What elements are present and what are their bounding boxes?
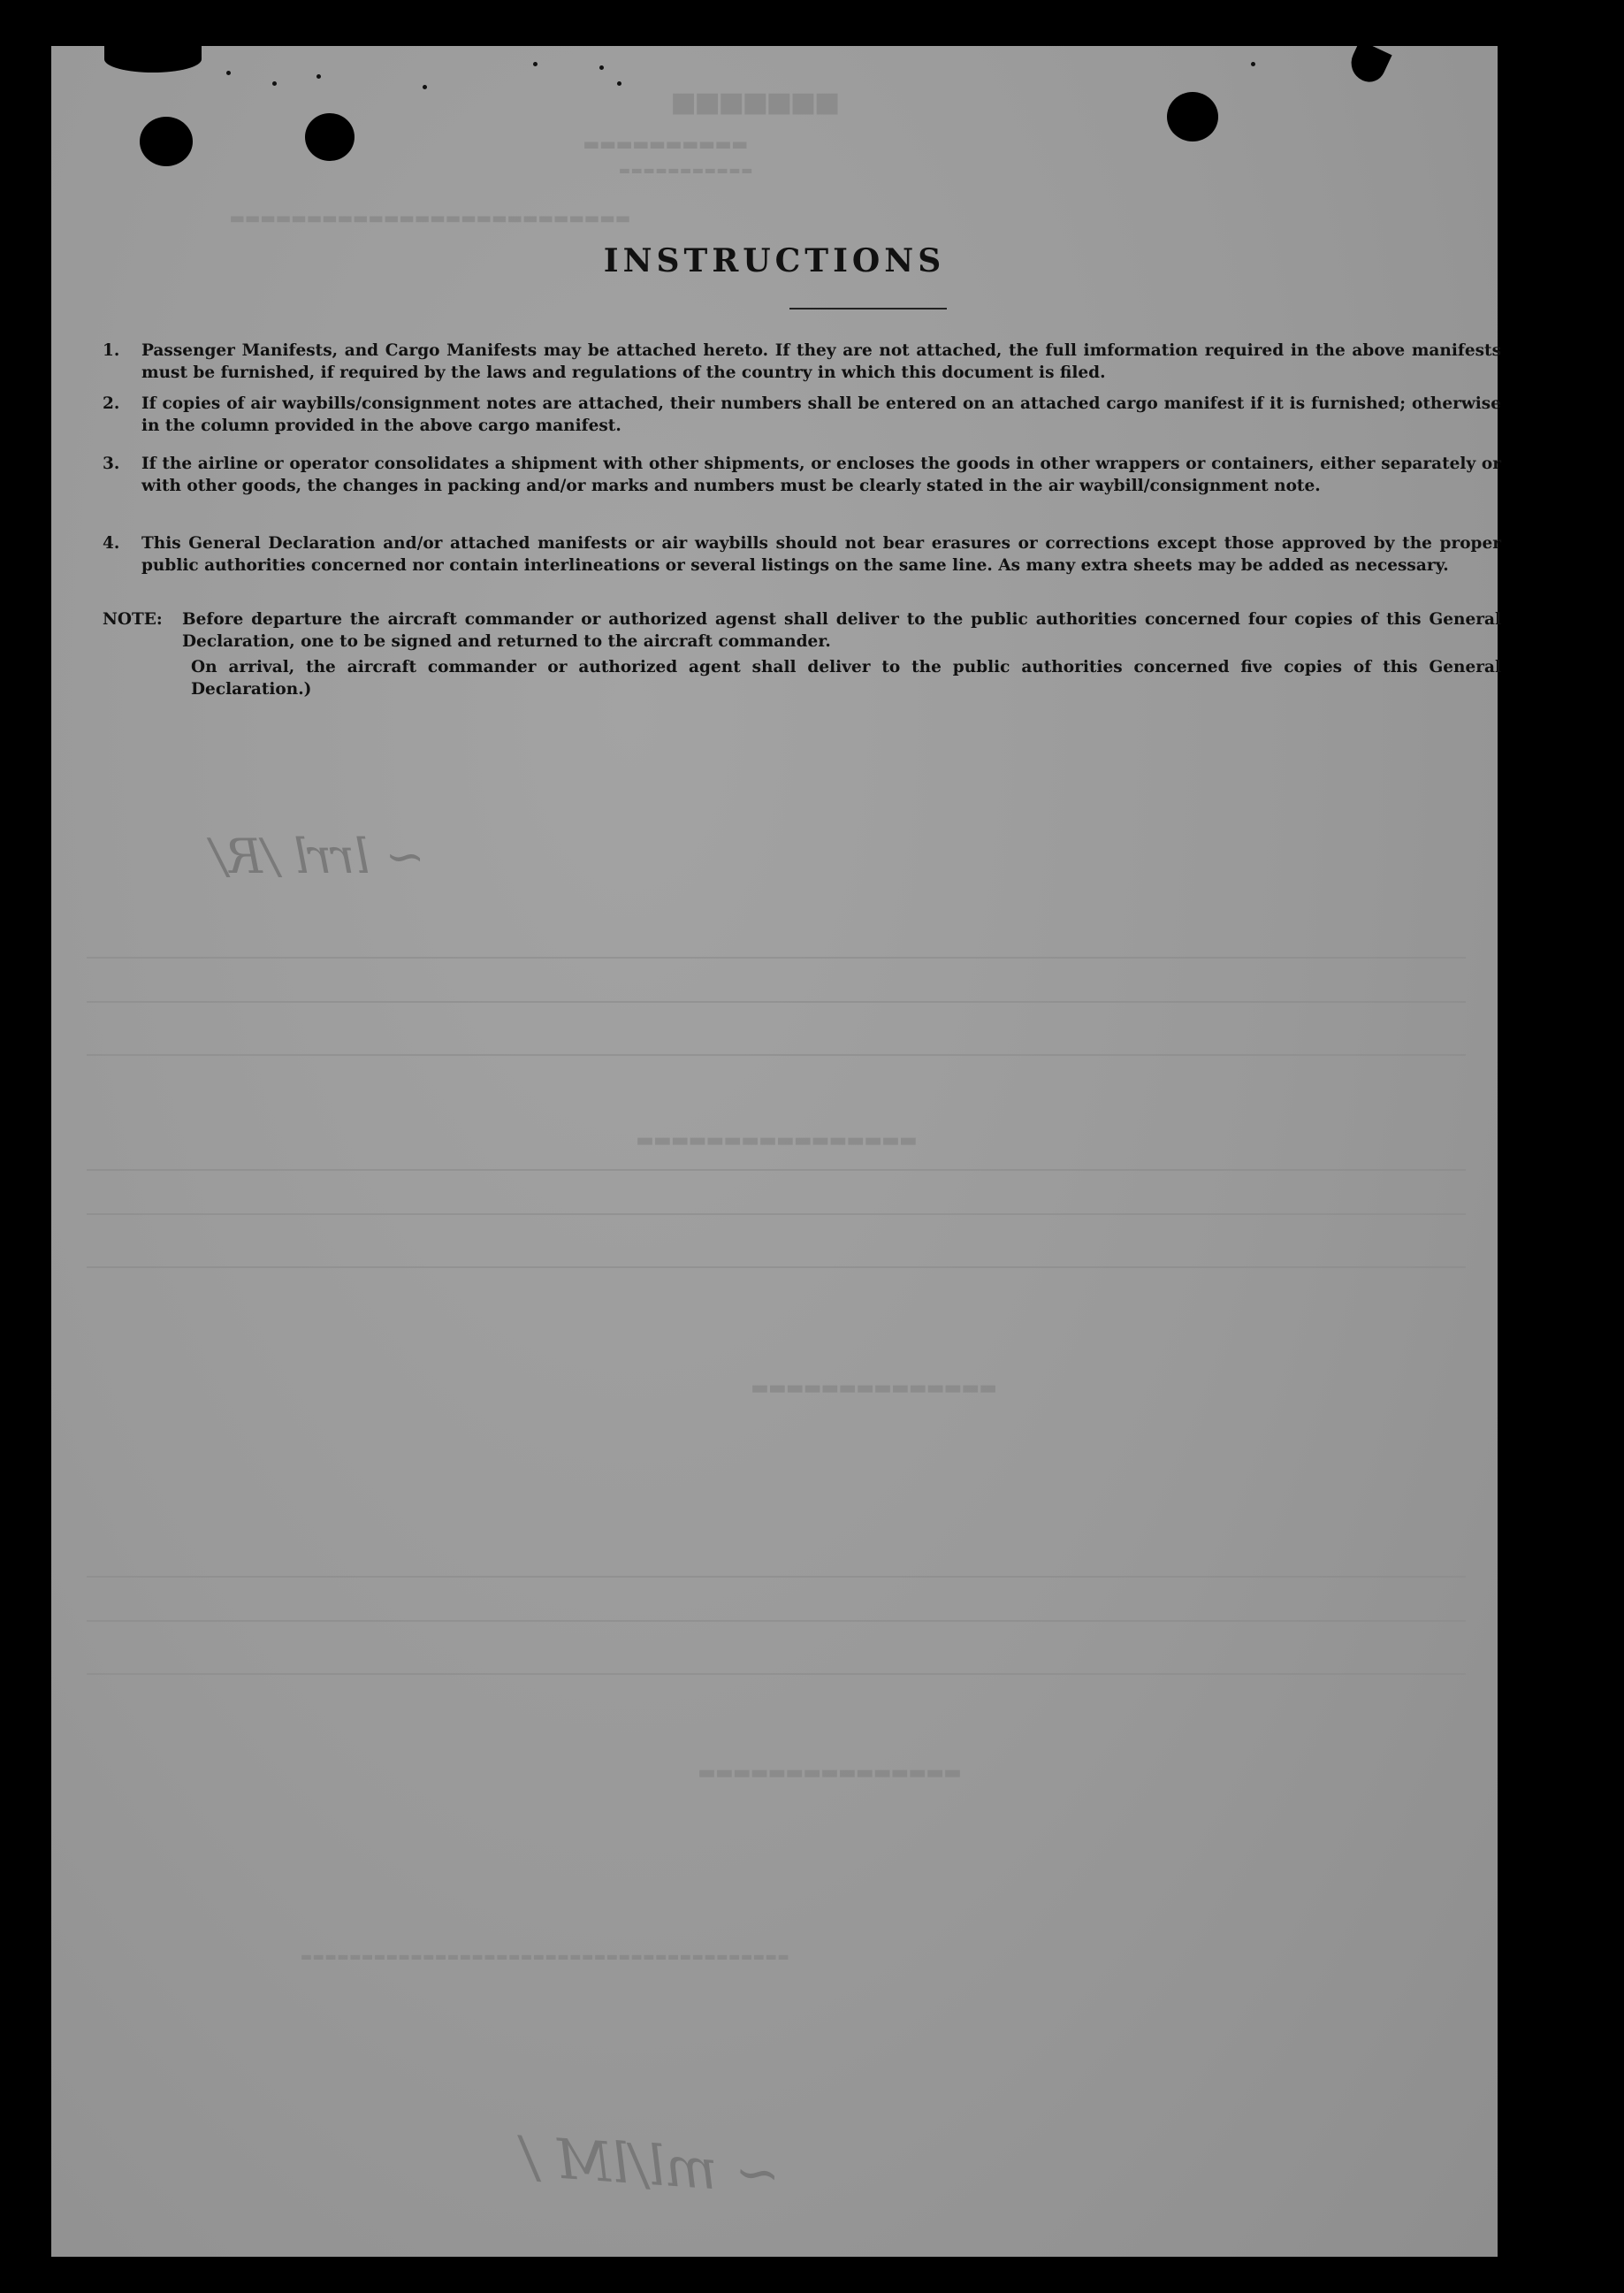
note-block (103, 608, 1501, 653)
punch-hole-center (305, 113, 355, 161)
item-number: 4. (103, 534, 120, 553)
show-through-rule (87, 1576, 1466, 1578)
item-number: 3. (103, 455, 120, 473)
item-number: 2. (103, 394, 120, 413)
instruction-item (103, 393, 1501, 437)
show-through-text: ■■■■■■■ (670, 81, 838, 122)
show-through-rule (87, 1169, 1466, 1171)
speck (316, 74, 321, 79)
item-text: This General Declaration and/or attached manifests or air waybills should not bear erasures or corrections except those approved by the proper public authorities concerned nor contain interlineations or several listings on the same line. As many extra sheets may be added as necessary. (141, 534, 1501, 575)
instruction-item (103, 453, 1501, 519)
page-title: INSTRUCTIONS (603, 242, 946, 279)
show-through-rule (87, 1001, 1466, 1003)
item-text: Passenger Manifests, and Cargo Manifests may be attached hereto. If they are not attached, the full imformation required in the above manifests must be furnished, if required by the laws and regulations of the country in which this document is filed. (141, 341, 1501, 382)
speck (272, 81, 277, 86)
speck (226, 71, 231, 75)
item-text: If the airline or operator consolidates a shipment with other shipments, or encloses the goods in other wrappers or containers, either separately or with other goods, the changes in packing and/or marks and numbers must be clearly stated in the air waybill/consignment note. (141, 455, 1501, 495)
item-number: 1. (103, 341, 120, 360)
show-through-text: ▬▬▬▬▬▬▬▬▬▬▬▬▬▬▬▬▬▬▬▬▬▬▬▬▬▬▬▬▬▬▬▬▬▬▬▬▬▬▬▬ (299, 1947, 789, 1966)
title-underline (789, 308, 947, 310)
punch-hole-left (140, 117, 193, 166)
note-label: NOTE: (103, 610, 163, 629)
show-through-rule (87, 1620, 1466, 1622)
speck (617, 81, 621, 86)
show-through-text: ▬▬▬▬▬▬▬▬▬▬▬ (617, 161, 752, 180)
punch-hole-right (1167, 92, 1218, 141)
note-text: Before departure the aircraft commander or authorized agenst shall deliver to the public authorities concerned four copies of this General Declaration, one to be signed and returned to the aircraft commander. (182, 610, 1501, 651)
note-block (191, 656, 1501, 700)
show-through-text: ▬▬▬▬▬▬▬▬▬▬▬▬▬▬▬▬ (635, 1125, 916, 1154)
instruction-item (103, 532, 1501, 599)
speck (423, 85, 427, 89)
signature-mark: ~ ml/lM / (517, 2123, 783, 2207)
show-through-rule (87, 1054, 1466, 1056)
show-through-text: ▬▬▬▬▬▬▬▬▬▬ (582, 131, 747, 157)
speck (599, 65, 604, 70)
instruction-item (103, 340, 1501, 384)
show-through-rule (87, 1673, 1466, 1675)
show-through-text: ▬▬▬▬▬▬▬▬▬▬▬▬▬▬▬▬▬▬▬▬▬▬▬▬▬▬ (228, 205, 629, 230)
show-through-text: ▬▬▬▬▬▬▬▬▬▬▬▬▬▬▬ (697, 1757, 960, 1786)
speck (1251, 62, 1255, 66)
signature-mark: ~ lrrl /R/ (210, 829, 425, 884)
show-through-rule (87, 1266, 1466, 1268)
show-through-text: ▬▬▬▬▬▬▬▬▬▬▬▬▬▬ (750, 1372, 996, 1402)
speck (533, 62, 538, 66)
show-through-rule (87, 957, 1466, 959)
torn-corner-right (1345, 40, 1391, 87)
item-text: If copies of air waybills/consignment notes are attached, their numbers shall be entered on an attached cargo manifest if it is furnished; otherwise in the column provided in the above cargo manifest. (141, 394, 1501, 435)
document-page (51, 46, 1501, 2257)
torn-corner-left (104, 46, 202, 73)
show-through-rule (87, 1213, 1466, 1215)
note-text: On arrival, the aircraft commander or authorized agent shall deliver to the public authorities concerned five copies of this General Declaration.) (191, 658, 1501, 699)
